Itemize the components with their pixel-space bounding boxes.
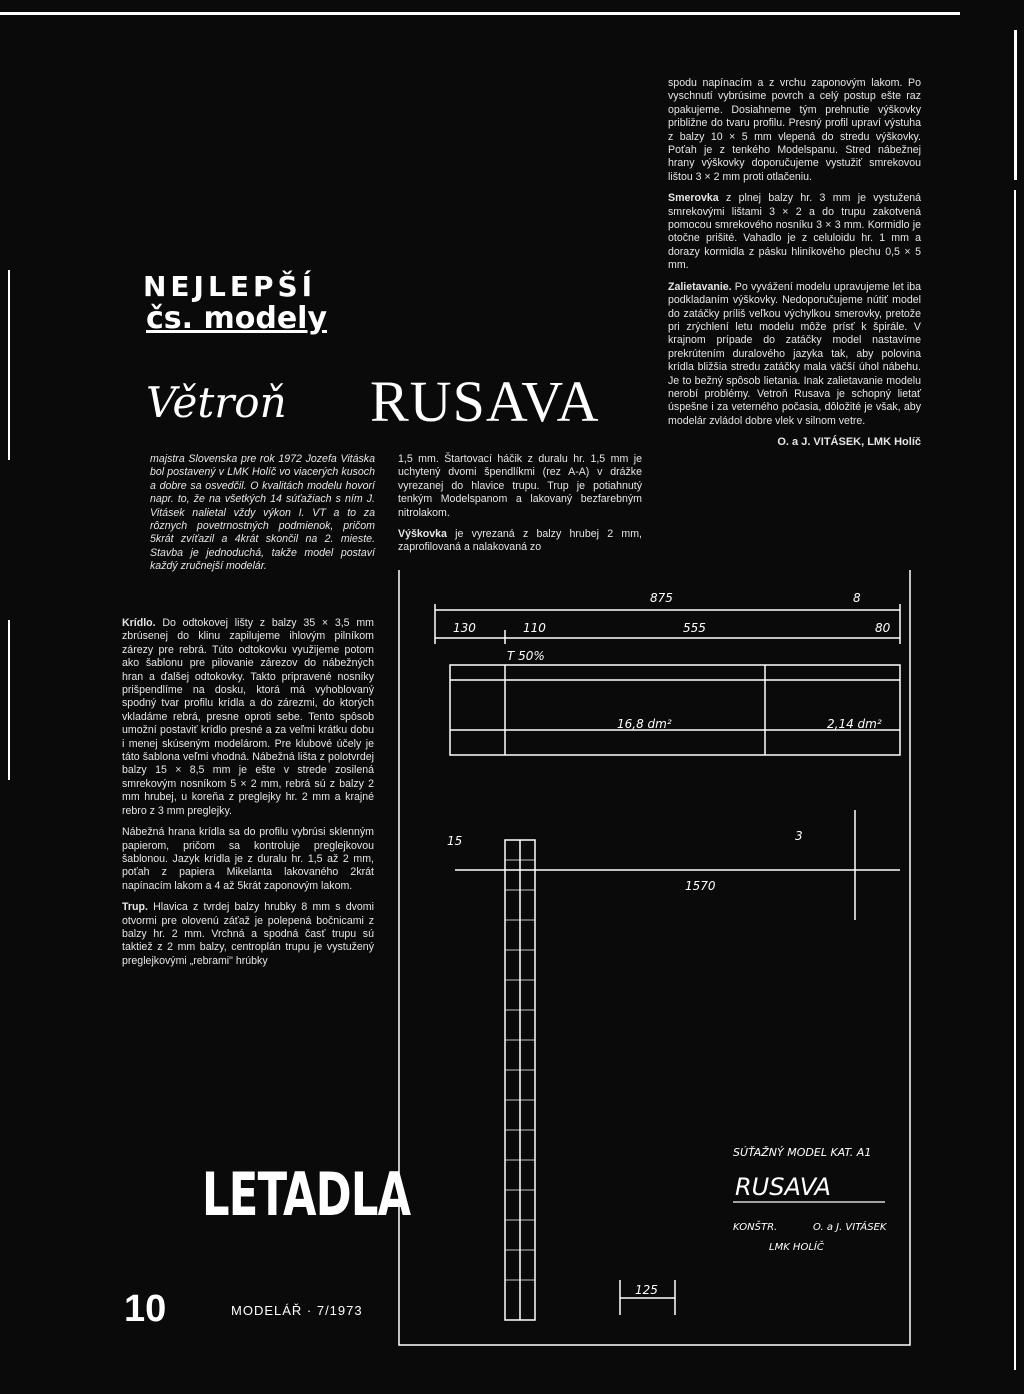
caption-line2: RUSAVA <box>735 1173 831 1201</box>
brand-line2: čs. modely <box>146 301 328 336</box>
intro-paragraph: majstra Slovenska pre rok 1972 Jozefa Vitáska bol postavený v LMK Holíč vo viacerých kusoch a dobre sa osvedčil. O kvalitách modelu hovorí napr. to, že na všetkých 14 súťažiach s ním J. Vitásek nalietal vždy výkon I. VT a to za rôznych povetrnostných podmienok, pričom 5krát zvíťazil a 4krát skončil na 2. mieste. Stavba je jednoduchá, takže model postaví každý zručnejší modelár. <box>150 453 375 573</box>
dim-area-wing: 16,8 dm² <box>617 717 672 731</box>
dim-8: 8 <box>853 591 861 605</box>
title-script: Větroň <box>146 378 287 427</box>
caption-line1: SÚŤAŽNÝ MODEL KAT. A1 <box>733 1146 872 1159</box>
heading-zalietavanie: Zalietavanie. <box>668 280 732 293</box>
left-margin-line-2 <box>8 620 10 780</box>
dim-125: 125 <box>635 1283 658 1297</box>
dim-15: 15 <box>447 834 463 848</box>
caption-line3b: O. a J. VITÁSEK <box>813 1222 887 1233</box>
dim-1570: 1570 <box>685 879 716 893</box>
page-number: 10 <box>124 1288 167 1330</box>
dim-110: 110 <box>523 621 546 635</box>
heading-smerovka: Smerovka <box>668 192 719 205</box>
right-column <box>668 77 921 450</box>
left-column <box>122 617 374 976</box>
right-margin-line <box>1014 190 1016 1370</box>
right-paragraph-2: Smerovka z plnej balzy hr. 3 mm je vystužená smrekovými lištami 3 × 2 a do trupu zakotvená pomocou smrekového nosníku 3 × 3 mm. Kormidlo je otočne prišité. Vahadlo je z celuloidu hr. 1 mm a dorazy kormidla z pásku hliníkového plechu 0,5 × 5 mm. <box>668 192 921 272</box>
top-rule <box>0 12 960 15</box>
plan-drawing <box>395 570 915 1350</box>
author-signature: O. a J. VITÁSEK, LMK Holíč <box>777 436 921 449</box>
title-serif: RUSAVA <box>370 369 600 434</box>
heading-trup: Trup. <box>122 901 148 914</box>
caption-line4: LMK HOLÍČ <box>769 1242 824 1253</box>
magazine-footer: MODELÁŘ · 7/1973 <box>231 1303 363 1318</box>
dim-875: 875 <box>650 591 673 605</box>
left-paragraph-1: Krídlo. Do odtokovej lišty z balzy 35 × 3,5 mm zbrúsenej do klinu zapilujeme ihlovým pilníkom zárezy pre rebrá. Túto odtokovku využijeme potom ako šablonu pre pilovanie zárezov do nábežných hran a ďalšej odtokovky. Takto pripravené nosníky prišpendlíme na dosku, ktorá má vyhoblovaný spodný tvar profilu krídla a do zárezmi, do ktorých vkladáme rebrá, presne oproti sebe. Tento spôsob umožní postaviť krídlo presné a za veľmi krátku dobu i menej skúseným modelárom. Pre klubové účely je táto šablona veľmi vhodná. Nábežná lišta z polotvrdej balzy 15 × 8,5 mm je ešte v strede zosilená smrekovým nosníkom 5 × 2 mm, rebrá sú z balzy 2 mm hrubej, u koreňa z preglejky hr. 2 mm a krajné rebro z 3 mm preglejky. <box>122 617 374 817</box>
brand-line1: NEJLEPŠÍ <box>143 270 317 303</box>
dim-80: 80 <box>875 621 891 635</box>
left-margin-line <box>8 270 10 460</box>
dim-3: 3 <box>795 829 803 843</box>
middle-column <box>398 453 642 563</box>
mid-paragraph-1: 1,5 mm. Štartovací háčik z duralu hr. 1,5 mm je uchytený dvomi špendlíkmi (rez A-A) v drážke vyrezanej do hlavice trupu. Trup je potiahnutý tenkým Modelspanom a lakovaný bezfarebným nitrolakom. <box>398 453 642 519</box>
dim-profile: T 50% <box>507 649 545 663</box>
mid-heading-vyskovka: Výškovka <box>398 528 447 541</box>
left-paragraph-3: Trup. Hlavica z tvrdej balzy hrubky 8 mm s dvomi otvormi pre olovenú záťaž je polepená bočnicami z balzy hr. 2 mm. Vrchná a spodná časť trupu sú taktiež z 2 mm balzy, centroplán trupu je vystužený preglejkovými „rebrami" hrúbky <box>122 901 374 967</box>
right-rule <box>1014 30 1017 180</box>
dim-130: 130 <box>453 621 476 635</box>
heading-kridlo: Krídlo. <box>122 617 156 629</box>
mid-paragraph-2: Výškovka je vyrezaná z balzy hrubej 2 mm, zaprofilovaná a nalakovaná zo <box>398 528 642 554</box>
right-paragraph-3: Zalietavanie. Po vyvážení modelu upravujeme let iba podkladaním výškovky. Nedoporučujeme nútiť model do zatáčky príliš veľkou výchylkou smerovky, pretože pri zrýchlení letu modelu môže prísť k špirále. V krajnom prípade do zatáčky model nastavíme prekrútením duralového jazyka tak, aby polovina krídla bližšia stredu zatáčky mala väčší úhol nábehu. Je to bežný spôsob lietania. Inak zalietavanie modelu nerobí problémy. Vetroň Rusava je schopný lietať úspešne i za veterného počasia, dôložité je však, aby modelár zvládol dobre vlek v silnom vetre. <box>668 280 921 427</box>
caption-line3a: KONŠTR. <box>733 1222 778 1233</box>
left-paragraph-2: Nábežná hrana krídla sa do profilu vybrúsi sklenným papierom, pričom sa kontroluje preglejkovou šablonou. Jazyk krídla je z duralu hr. 1,5 až 2 mm, poťah z papiera Mikelanta lakovaného 2krát napínacím lakom a 4 až 5krát zaponovým lakom. <box>122 826 374 892</box>
section-title: LETADLA <box>202 1160 411 1230</box>
right-paragraph-1: spodu napínacím a z vrchu zaponovým lakom. Po vyschnutí vybrúsime povrch a celý postup ešte raz opakujeme. Dosiahneme tým prehnutie výškovky približne do tvaru profilu. Presný profil upraví výstuha z balzy 10 × 5 mm vlepená do stredu výškovky. Poťah je z tenkého Modelspanu. Stred nábežnej hrany výškovky doporučujeme vystužiť smrekovou lištou 3 × 2 mm proti otlačeniu. <box>668 77 921 183</box>
dim-555: 555 <box>683 621 706 635</box>
dim-area-tail: 2,14 dm² <box>827 717 882 731</box>
